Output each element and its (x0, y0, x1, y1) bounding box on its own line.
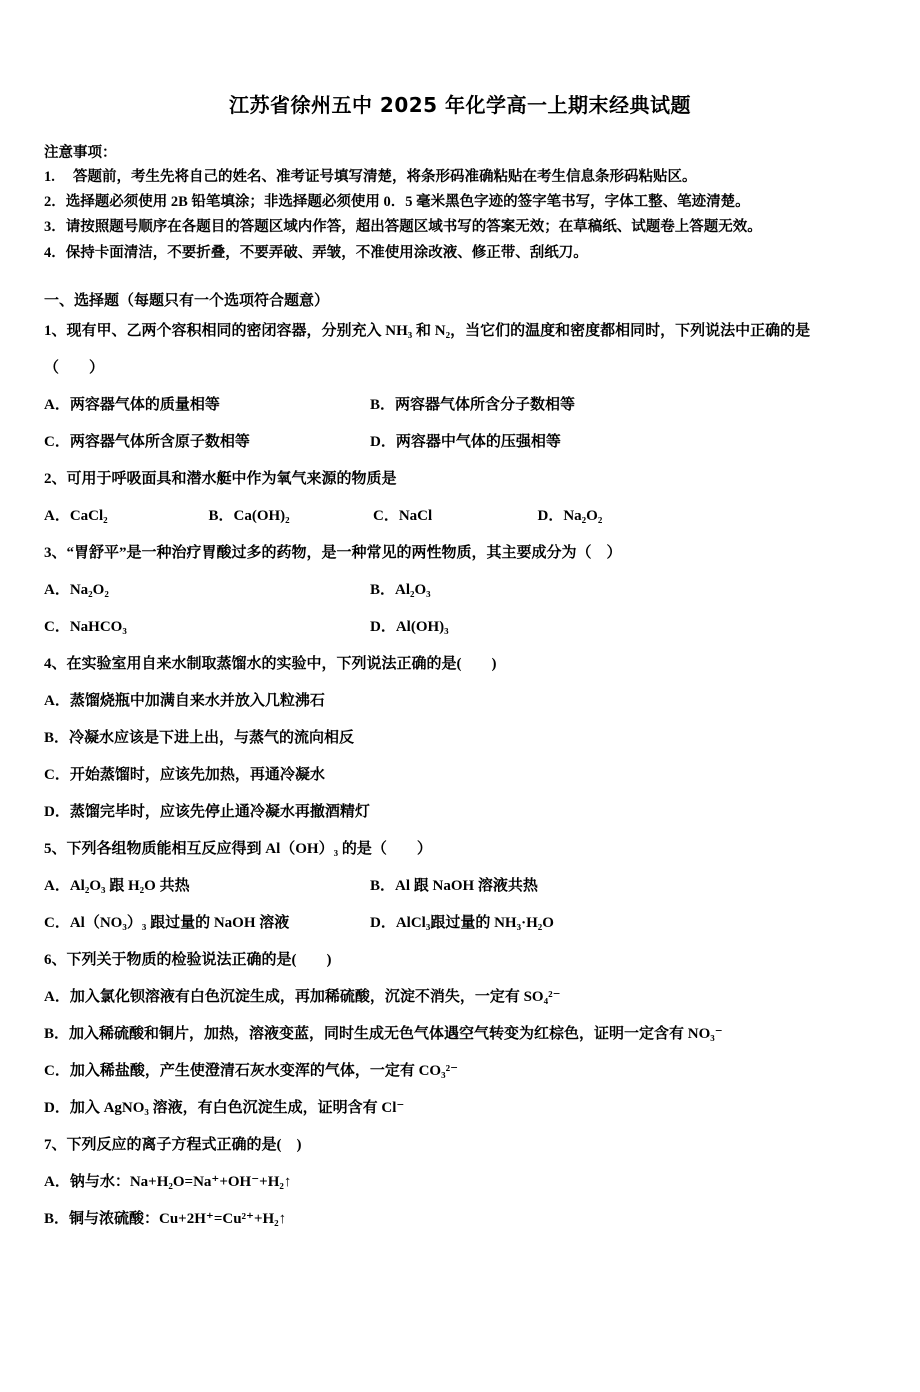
question-1-stem: 1、现有甲、乙两个容积相同的密闭容器，分别充入 NH₃ 和 N₂，当它们的温度和密度都相同时，下列说法中正确的是 (44, 322, 811, 339)
question-1-option-c: C．两容器气体所含原子数相等 (44, 433, 250, 450)
question-2 (44, 461, 876, 535)
question-2-option-b: B．Ca(OH)₂ (208, 507, 290, 524)
question-5 (44, 831, 876, 942)
question-6-option-c: C．加入稀盐酸，产生使澄清石灰水变浑的气体，一定有 CO₃²⁻ (44, 1062, 458, 1079)
question-3-options-row-1 (44, 572, 876, 609)
question-1-options-row-1 (44, 387, 876, 424)
exam-screenshot (0, 90, 920, 1392)
exam-page (0, 90, 920, 1238)
question-1-option-d: D．两容器中气体的压强相等 (370, 433, 561, 450)
question-6-option-a: A．加入氯化钡溶液有白色沉淀生成，再加稀硫酸，沉淀不消失，一定有 SO₄²⁻ (44, 988, 561, 1005)
question-2-option-c: C．NaCl (373, 507, 433, 524)
question-5-option-a: A．Al₂O₃ 跟 H₂O 共热 (44, 877, 190, 894)
question-4-stem: 4、在实验室用自来水制取蒸馏水的实验中，下列说法正确的是( ) (44, 655, 497, 672)
question-5-option-d: D．AlCl₃跟过量的 NH₃·H₂O (370, 914, 554, 931)
question-4-option-a: A．蒸馏烧瓶中加满自来水并放入几粒沸石 (44, 692, 325, 709)
question-7-stem: 7、下列反应的离子方程式正确的是( ) (44, 1136, 302, 1153)
question-2-option-d: D．Na₂O₂ (537, 507, 603, 524)
notice-item-2: 2．选择题必须使用 2B 铅笔填涂；非选择题必须使用 0．5 毫米黑色字迹的签字笔书写，字体工整、笔迹清楚。 (44, 194, 750, 211)
question-1-stem-parentheses: （ ） (44, 359, 105, 376)
question-3-options-row-2 (44, 609, 876, 646)
question-3-stem: 3、“胃舒平”是一种治疗胃酸过多的药物，是一种常见的两性物质，其主要成分为（ ） (44, 544, 622, 561)
question-5-options-row-2 (44, 905, 876, 942)
question-3 (44, 535, 876, 646)
question-3-option-a: A．Na₂O₂ (44, 581, 109, 598)
question-7-option-b: B．铜与浓硫酸：Cu+2H⁺=Cu²⁺+H₂↑ (44, 1210, 287, 1227)
question-7-option-a: A．钠与水：Na+H₂O=Na⁺+OH⁻+H₂↑ (44, 1173, 292, 1190)
question-5-option-b: B．Al 跟 NaOH 溶液共热 (370, 877, 538, 894)
page-title: 江苏省徐州五中 2025 年化学高一上期末经典试题 (228, 93, 692, 117)
question-2-stem: 2、可用于呼吸面具和潜水艇中作为氧气来源的物质是 (44, 470, 397, 487)
notice-item-1: 1. 答题前，考生先将自己的姓名、准考证号填写清楚，将条形码准确粘贴在考生信息条形码粘贴区。 (44, 169, 697, 185)
question-6-option-b: B．加入稀硫酸和铜片，加热，溶液变蓝，同时生成无色气体遇空气转变为红棕色，证明一定含有 NO₃⁻ (44, 1025, 723, 1042)
question-7 (44, 1127, 876, 1238)
question-5-options-row-1 (44, 868, 876, 905)
question-4 (44, 646, 876, 831)
question-3-option-d: D．Al(OH)₃ (370, 618, 449, 635)
question-2-options-row (44, 498, 876, 535)
question-4-option-c: C．开始蒸馏时，应该先加热，再通冷凝水 (44, 766, 325, 783)
question-6 (44, 942, 876, 1127)
question-5-stem: 5、下列各组物质能相互反应得到 Al（OH）₃ 的是（ ） (44, 840, 432, 857)
section-heading-choice: 一、选择题（每题只有一个选项符合题意） (44, 292, 330, 309)
question-4-option-d: D．蒸馏完毕时，应该先停止通冷凝水再撤酒精灯 (44, 803, 370, 820)
question-2-option-a: A．CaCl₂ (44, 507, 108, 524)
question-6-stem: 6、下列关于物质的检验说法正确的是( ) (44, 951, 332, 968)
question-6-option-d: D．加入 AgNO₃ 溶液，有白色沉淀生成，证明含有 Cl⁻ (44, 1099, 405, 1116)
notice-section (44, 141, 876, 266)
notice-item-3: 3．请按照题号顺序在各题目的答题区域内作答，超出答题区域书写的答案无效；在草稿纸、试题卷上答题无效。 (44, 219, 762, 236)
question-5-option-c: C．Al（NO₃）₃ 跟过量的 NaOH 溶液 (44, 914, 290, 931)
question-1 (44, 313, 876, 461)
question-1-option-b: B．两容器气体所含分子数相等 (370, 396, 576, 413)
question-4-option-b: B．冷凝水应该是下进上出，与蒸气的流向相反 (44, 729, 355, 746)
question-1-option-a: A．两容器气体的质量相等 (44, 396, 220, 413)
question-3-option-b: B．Al₂O₃ (370, 581, 431, 598)
question-3-option-c: C．NaHCO₃ (44, 618, 127, 635)
notice-item-4: 4．保持卡面清洁，不要折叠，不要弄破、弄皱，不准使用涂改液、修正带、刮纸刀。 (44, 244, 588, 261)
question-1-options-row-2 (44, 424, 876, 461)
notice-heading: 注意事项： (44, 145, 117, 161)
